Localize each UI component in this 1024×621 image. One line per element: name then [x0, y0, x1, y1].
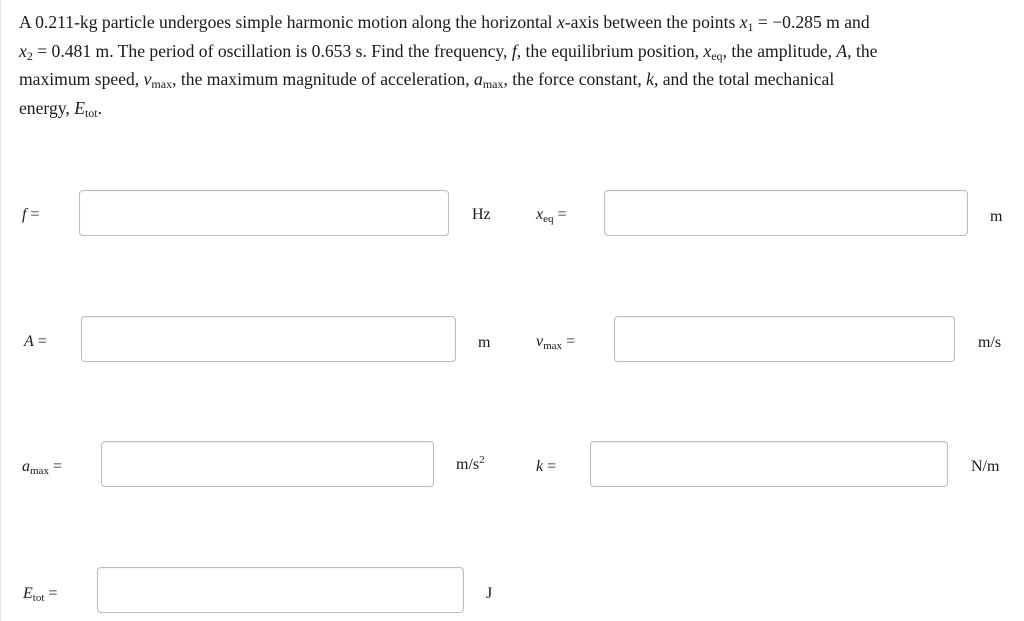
unit-vmax — [978, 334, 1001, 352]
label-eq: = — [44, 585, 58, 602]
label-eq: = — [543, 458, 557, 475]
unit-xeq — [990, 208, 1002, 226]
unit-f — [472, 206, 491, 224]
unit-amax — [456, 456, 485, 474]
label-var: A — [24, 333, 34, 350]
problem-text: , the — [847, 40, 878, 61]
unit-sup: 2 — [479, 454, 485, 466]
var-A: A — [836, 40, 848, 61]
left-divider — [0, 0, 1, 621]
unit-k — [971, 458, 999, 476]
var-amax-sub: max — [482, 77, 504, 92]
unit-Etot — [486, 585, 492, 603]
answer-f-input[interactable] — [79, 190, 449, 236]
var-xeq: x — [703, 40, 712, 61]
problem-text: , the amplitude, — [722, 40, 837, 61]
label-A — [24, 333, 47, 351]
label-eq: = — [562, 333, 576, 350]
label-var: a — [22, 458, 30, 475]
label-var: v — [536, 333, 544, 350]
label-sub: max — [543, 340, 563, 352]
unit-text: m/s — [978, 334, 1002, 351]
unit-text: N/m — [971, 458, 1000, 475]
label-vmax — [536, 333, 575, 351]
label-sub: max — [30, 465, 49, 477]
var-Etot: E — [74, 97, 85, 118]
problem-text: , the equilibrium position, — [516, 40, 704, 61]
label-sub: eq — [543, 213, 554, 225]
var-k: k — [646, 69, 654, 90]
problem-statement — [19, 8, 994, 122]
problem-text: , and the total mechanical — [653, 69, 835, 90]
label-sub: tot — [32, 592, 45, 604]
label-var: x — [536, 206, 544, 223]
label-var: E — [23, 585, 33, 602]
label-f — [22, 206, 39, 224]
problem-text: -axis between the points — [564, 12, 740, 32]
unit-A — [478, 334, 490, 352]
problem-text: energy, — [19, 97, 75, 118]
unit-text: m — [478, 334, 491, 351]
unit-text: m — [990, 208, 1003, 225]
label-Etot — [23, 585, 57, 603]
var-x1: x — [739, 12, 748, 32]
label-var: k — [536, 458, 544, 475]
label-eq: = — [553, 206, 567, 223]
answer-A-input[interactable] — [81, 316, 456, 362]
answer-vmax-input[interactable] — [614, 316, 955, 362]
answer-Etot-input[interactable] — [97, 567, 464, 613]
label-eq: = — [26, 206, 40, 223]
label-var: f — [22, 206, 27, 223]
var-amax: a — [474, 69, 483, 90]
problem-text: , the maximum magnitude of acceleration, — [172, 69, 475, 90]
problem-text: = 0.481 m. The period of oscillation is 0.653 s. Find the frequency, — [32, 40, 512, 61]
var-f: f — [511, 40, 517, 61]
unit-text: J — [486, 585, 493, 602]
unit-text: Hz — [472, 206, 491, 223]
label-eq: = — [33, 333, 47, 350]
var-xeq-sub: eq — [711, 48, 723, 63]
label-k — [536, 458, 556, 476]
var-x2-sub: 2 — [26, 48, 33, 63]
answer-k-input[interactable] — [590, 441, 948, 487]
var-x1-sub: 1 — [747, 20, 754, 34]
var-vmax-sub: max — [151, 77, 173, 92]
problem-text: A 0.211-kg particle undergoes simple harmonic motion along the horizontal — [19, 12, 557, 32]
problem-text: = −0.285 m and — [753, 12, 870, 32]
var-Etot-sub: tot — [84, 105, 98, 120]
label-eq: = — [48, 458, 62, 475]
var-x2: x — [19, 40, 27, 61]
unit-text: m/s — [456, 456, 480, 473]
label-amax — [22, 458, 62, 476]
answer-amax-input[interactable] — [101, 441, 434, 487]
problem-text: maximum speed, — [19, 69, 144, 90]
label-xeq — [536, 206, 567, 224]
problem-text: , the force constant, — [503, 69, 647, 90]
problem-text: . — [97, 97, 103, 118]
answer-xeq-input[interactable] — [604, 190, 968, 236]
var-vmax: v — [143, 69, 152, 90]
var-x: x — [556, 12, 565, 32]
